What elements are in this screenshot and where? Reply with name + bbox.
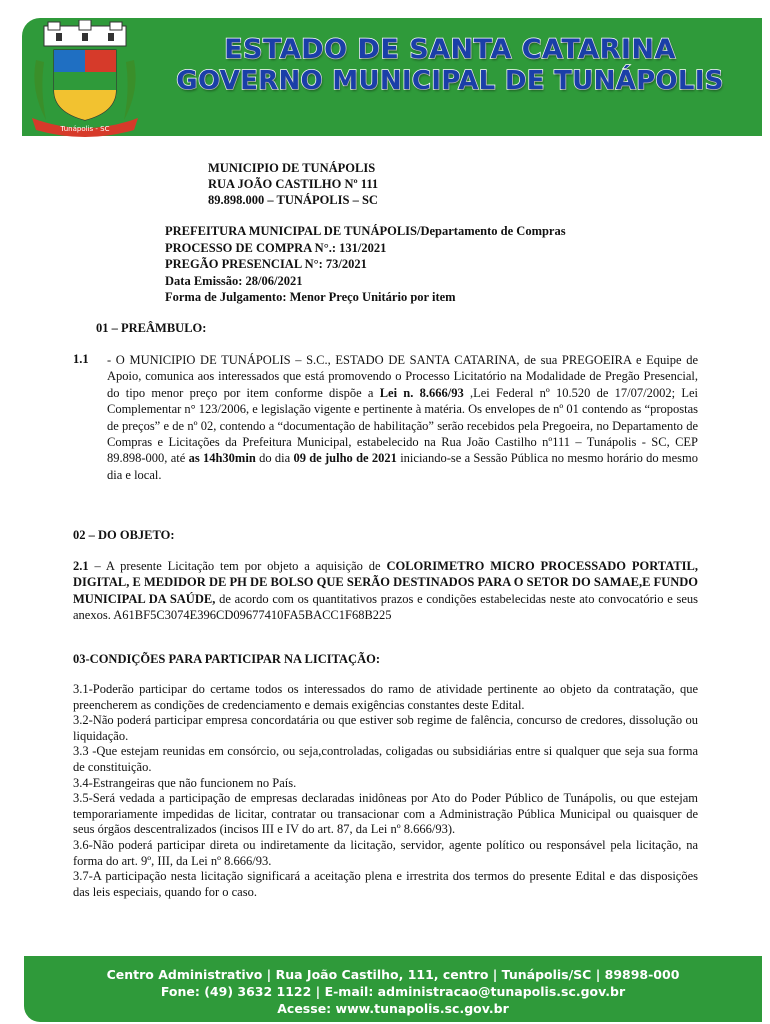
paragraph-text: do dia bbox=[255, 451, 294, 466]
process-line: PROCESSO DE COMPRA N°.: 131/2021 bbox=[165, 240, 387, 255]
address-block bbox=[208, 160, 378, 208]
process-line: Data Emissão: 28/06/2021 bbox=[165, 273, 303, 288]
paragraph-text: iniciando-se a Sessão Pública no mesmo horário do mesmo dia e local. bbox=[107, 451, 699, 482]
process-line: PREGÃO PRESENCIAL N°: 73/2021 bbox=[165, 257, 367, 271]
process-line: Forma de Julgamento: Menor Preço Unitário por item bbox=[165, 290, 456, 304]
paragraph-text: ,Lei Federal nº 10.520 de 17/07/2002; Lei Complementar n° 123/2006, e legislação vigente e pertinente à matéria. Os envelopes de nº 01 contendo as “propostas de preços” e de nº 02, contendo a “documentação de habilitação” serão recebidos pela Pregoeira, no Departamento de Compras e Licitações da Prefeitura Municipal, estabelecido na Rua João Castilho nº111 – Tunápolis - SC, CEP 89.898-000, até bbox=[107, 385, 698, 466]
address-line: 89.898.000 – TUNÁPOLIS – SC bbox=[208, 193, 378, 207]
paragraph-bold: 09 de julho de 2021 bbox=[293, 451, 397, 466]
condition-item: 3.5-Será vedada a participação de empresas declaradas inidôneas por Ato do Poder Público de Tunápolis, ou que estejam temporariamente impedidas de licitar, contratar ou transacionar com a Administração Pública Municipal ou quaisquer de seus órgãos descentralizados (incisos III e IV do art. 87, da Lei nº 8.666/93). bbox=[73, 791, 698, 837]
address-line: MUNICIPIO DE TUNÁPOLIS bbox=[208, 161, 376, 175]
address-line: RUA JOÃO CASTILHO Nº 111 bbox=[208, 177, 379, 191]
process-info-block bbox=[165, 223, 566, 306]
municipal-crest-icon bbox=[26, 20, 144, 138]
paragraph-text: - O MUNICIPIO DE TUNÁPOLIS – S.C., ESTADO DE SANTA CATARINA, de sua PREGOEIRA e Equipe de Apoio, comunica aos interessados que está promovendo o Processo Licitatório na Modalidade de Pregão Presencial, do tipo menor preço por item conforme dispõe a bbox=[107, 353, 698, 400]
preamble-heading: 01 – PREÂMBULO: bbox=[96, 321, 207, 335]
paragraph-bold: Lei n. 8.666/93 bbox=[379, 385, 464, 400]
clause-number: 1.1 bbox=[73, 352, 89, 366]
paragraph-bold: as 14h30min bbox=[188, 451, 256, 466]
paragraph-text: – A presente Licitação tem por objeto a aquisição de bbox=[88, 559, 387, 573]
footer-website-link[interactable]: Acesse: www.tunapolis.sc.gov.br bbox=[277, 1001, 509, 1016]
paragraph-text: de acordo com os quantitativos prazos e condições estabelecidas neste ato convocatório e seus anexos. A61BF5C3074E396CD09677410FA5BACC1F68B225 bbox=[73, 591, 698, 623]
condition-item: 3.1-Poderão participar do certame todos os interessados do ramo de atividade pertinente ao objeto da contratação, que preencherem as condições de credenciamento e demais exigências constantes deste Edital. bbox=[73, 682, 698, 712]
condition-item: 3.6-Não poderá participar direta ou indiretamente da licitação, servidor, agente político ou responsável pela licitação, na forma do art. 9º, III, da Lei nº 8.666/93. bbox=[73, 837, 698, 868]
footer-address: Centro Administrativo | Rua João Castilho, 111, centro | Tunápolis/SC | 89898-000 bbox=[106, 967, 680, 982]
paragraph-bold: COLORIMETRO MICRO PROCESSADO PORTATIL, DIGITAL, E MEDIDOR DE PH DE BOLSO QUE SERÃO DESTINADOS PARA O SETOR DO SAMAE,E FUNDO MUNICIPAL DA SAÚDE, bbox=[73, 559, 698, 606]
crest-ribbon-text: Tunápolis - SC bbox=[60, 125, 110, 133]
process-line: PREFEITURA MUNICIPAL DE TUNÁPOLIS/Departamento de Compras bbox=[165, 224, 566, 238]
conditions-heading: 03-CONDIÇÕES PARA PARTICIPAR NA LICITAÇÃO: bbox=[73, 652, 380, 666]
object-heading: 02 – DO OBJETO: bbox=[73, 528, 175, 542]
conditions-list bbox=[73, 682, 698, 900]
state-title: ESTADO DE SANTA CATARINA bbox=[224, 34, 676, 65]
condition-item: 3.2-Não poderá participar empresa concordatária ou que estiver sob regime de falência, concurso de credores, dissolução ou liquidação. bbox=[73, 713, 698, 743]
condition-item: 3.7-A participação nesta licitação significará a aceitação plena e irrestrita dos termos do presente Edital e das disposições das leis especiais, quando for o caso. bbox=[73, 869, 698, 899]
condition-item: 3.4-Estrangeiras que não funcionem no País. bbox=[73, 775, 297, 790]
footer-contact: Fone: (49) 3632 1122 | E-mail: administracao@tunapolis.sc.gov.br bbox=[160, 984, 626, 999]
object-paragraph bbox=[73, 558, 698, 624]
clause-number: 2.1 bbox=[73, 559, 89, 573]
preamble-paragraph bbox=[107, 352, 698, 483]
condition-item: 3.3 -Que estejam reunidas em consórcio, ou seja,controladas, coligadas ou subsidiárias entre si qualquer que seja sua forma de constituição. bbox=[73, 744, 698, 774]
municipal-government-title: GOVERNO MUNICIPAL DE TUNÁPOLIS bbox=[176, 66, 724, 96]
